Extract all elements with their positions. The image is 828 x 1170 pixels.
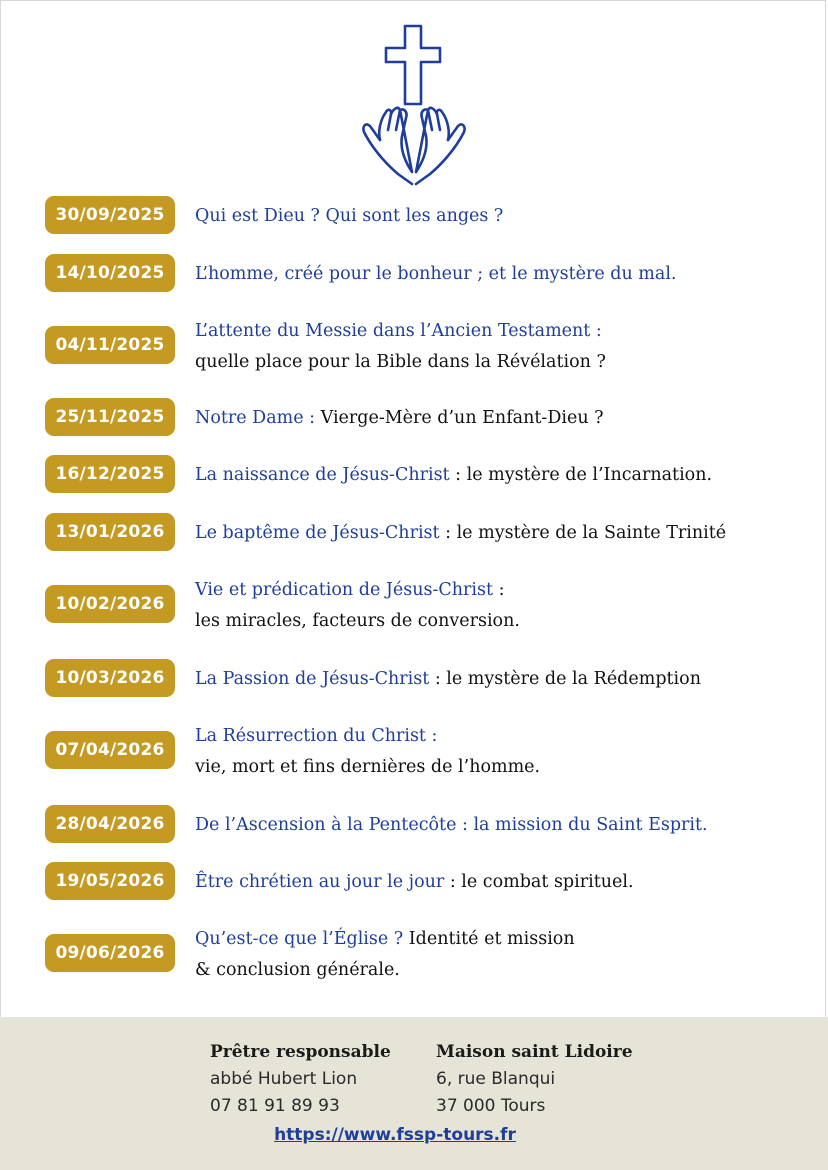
session-title-line xyxy=(195,664,815,695)
house-contact xyxy=(436,1039,633,1120)
session-date-badge: 19/05/2026 xyxy=(45,862,175,900)
session-title xyxy=(195,721,815,783)
session-title xyxy=(195,316,815,378)
session-title-line xyxy=(195,867,815,898)
session-title-line xyxy=(195,575,815,606)
session-title-line xyxy=(195,721,815,752)
session-topic-highlight: La Résurrection du Christ : xyxy=(195,726,438,746)
session-date-badge: 30/09/2025 xyxy=(45,196,175,234)
session-title-line xyxy=(195,347,815,378)
priest-heading: Prêtre responsable xyxy=(210,1042,391,1062)
session-topic-highlight: L’homme, créé pour le bonheur ; et le mystère du mal. xyxy=(195,264,677,284)
priest-name: abbé Hubert Lion xyxy=(210,1069,358,1089)
priest-phone: 07 81 91 89 93 xyxy=(210,1096,340,1116)
session-topic-text: vie, mort et fins dernières de l’homme. xyxy=(195,757,541,777)
session-title xyxy=(195,259,815,290)
session-title xyxy=(195,664,815,695)
session-topic-text: : le mystère de la Rédemption xyxy=(429,669,701,689)
session-title xyxy=(195,810,815,841)
session-topic-highlight: La Passion de Jésus-Christ xyxy=(195,669,430,689)
session-title-line xyxy=(195,403,815,434)
house-city: 37 000 Tours xyxy=(436,1096,546,1116)
session-date-badge: 07/04/2026 xyxy=(45,731,175,769)
session-topic-text: Vierge-Mère d’un Enfant-Dieu ? xyxy=(315,408,604,428)
session-date-badge: 09/06/2026 xyxy=(45,934,175,972)
session-title-line xyxy=(195,752,815,783)
session-title-line xyxy=(195,606,815,637)
session-title-line xyxy=(195,316,815,347)
session-title-line xyxy=(195,955,815,986)
session-title xyxy=(195,460,815,491)
session-topic-highlight: Être chrétien au jour le jour xyxy=(195,872,445,892)
session-date-badge: 13/01/2026 xyxy=(45,513,175,551)
session-date-badge: 10/02/2026 xyxy=(45,585,175,623)
session-topic-highlight: Notre Dame : xyxy=(195,408,316,428)
session-date-badge: 04/11/2025 xyxy=(45,326,175,364)
session-title-line xyxy=(195,259,815,290)
website-link[interactable]: https://www.fssp-tours.fr xyxy=(274,1125,516,1145)
session-topic-highlight: De l’Ascension à la Pentecôte : la mission du Saint Esprit. xyxy=(195,815,708,835)
session-topic-highlight: Qu’est-ce que l’Église ? xyxy=(195,929,404,949)
session-date-badge: 10/03/2026 xyxy=(45,659,175,697)
session-date-badge: 25/11/2025 xyxy=(45,398,175,436)
session-title-line xyxy=(195,924,815,955)
session-topic-text: Identité et mission xyxy=(403,929,575,949)
session-title-line xyxy=(195,460,815,491)
footer xyxy=(0,1017,828,1170)
session-topic-highlight: Qui est Dieu ? Qui sont les anges ? xyxy=(195,206,504,226)
session-topic-text: : le mystère de l’Incarnation. xyxy=(449,465,713,485)
cross-with-hands-icon xyxy=(358,22,470,188)
session-title xyxy=(195,201,815,232)
session-title-line xyxy=(195,201,815,232)
session-topic-text: : le mystère de la Sainte Trinité xyxy=(439,523,727,543)
session-topic-text: & conclusion générale. xyxy=(195,960,400,980)
session-topic-text: : le combat spirituel. xyxy=(444,872,634,892)
session-date-badge: 28/04/2026 xyxy=(45,805,175,843)
priest-contact xyxy=(210,1039,391,1120)
session-title-line xyxy=(195,810,815,841)
session-topic-highlight: Vie et prédication de Jésus-Christ xyxy=(195,580,494,600)
house-heading: Maison saint Lidoire xyxy=(436,1042,633,1062)
session-title xyxy=(195,575,815,637)
session-date-badge: 14/10/2025 xyxy=(45,254,175,292)
session-title xyxy=(195,518,815,549)
session-topic-highlight: La naissance de Jésus-Christ xyxy=(195,465,450,485)
session-title xyxy=(195,867,815,898)
session-title xyxy=(195,403,815,434)
session-topic-highlight: Le baptême de Jésus-Christ xyxy=(195,523,440,543)
session-topic-text: les miracles, facteurs de conversion. xyxy=(195,611,520,631)
session-date-badge: 16/12/2025 xyxy=(45,455,175,493)
house-street: 6, rue Blanqui xyxy=(436,1069,556,1089)
session-title-line xyxy=(195,518,815,549)
session-title xyxy=(195,924,815,986)
session-topic-highlight: L’attente du Messie dans l’Ancien Testament : xyxy=(195,321,602,341)
session-topic-text: quelle place pour la Bible dans la Révélation ? xyxy=(195,352,606,372)
session-topic-text: : xyxy=(493,580,505,600)
